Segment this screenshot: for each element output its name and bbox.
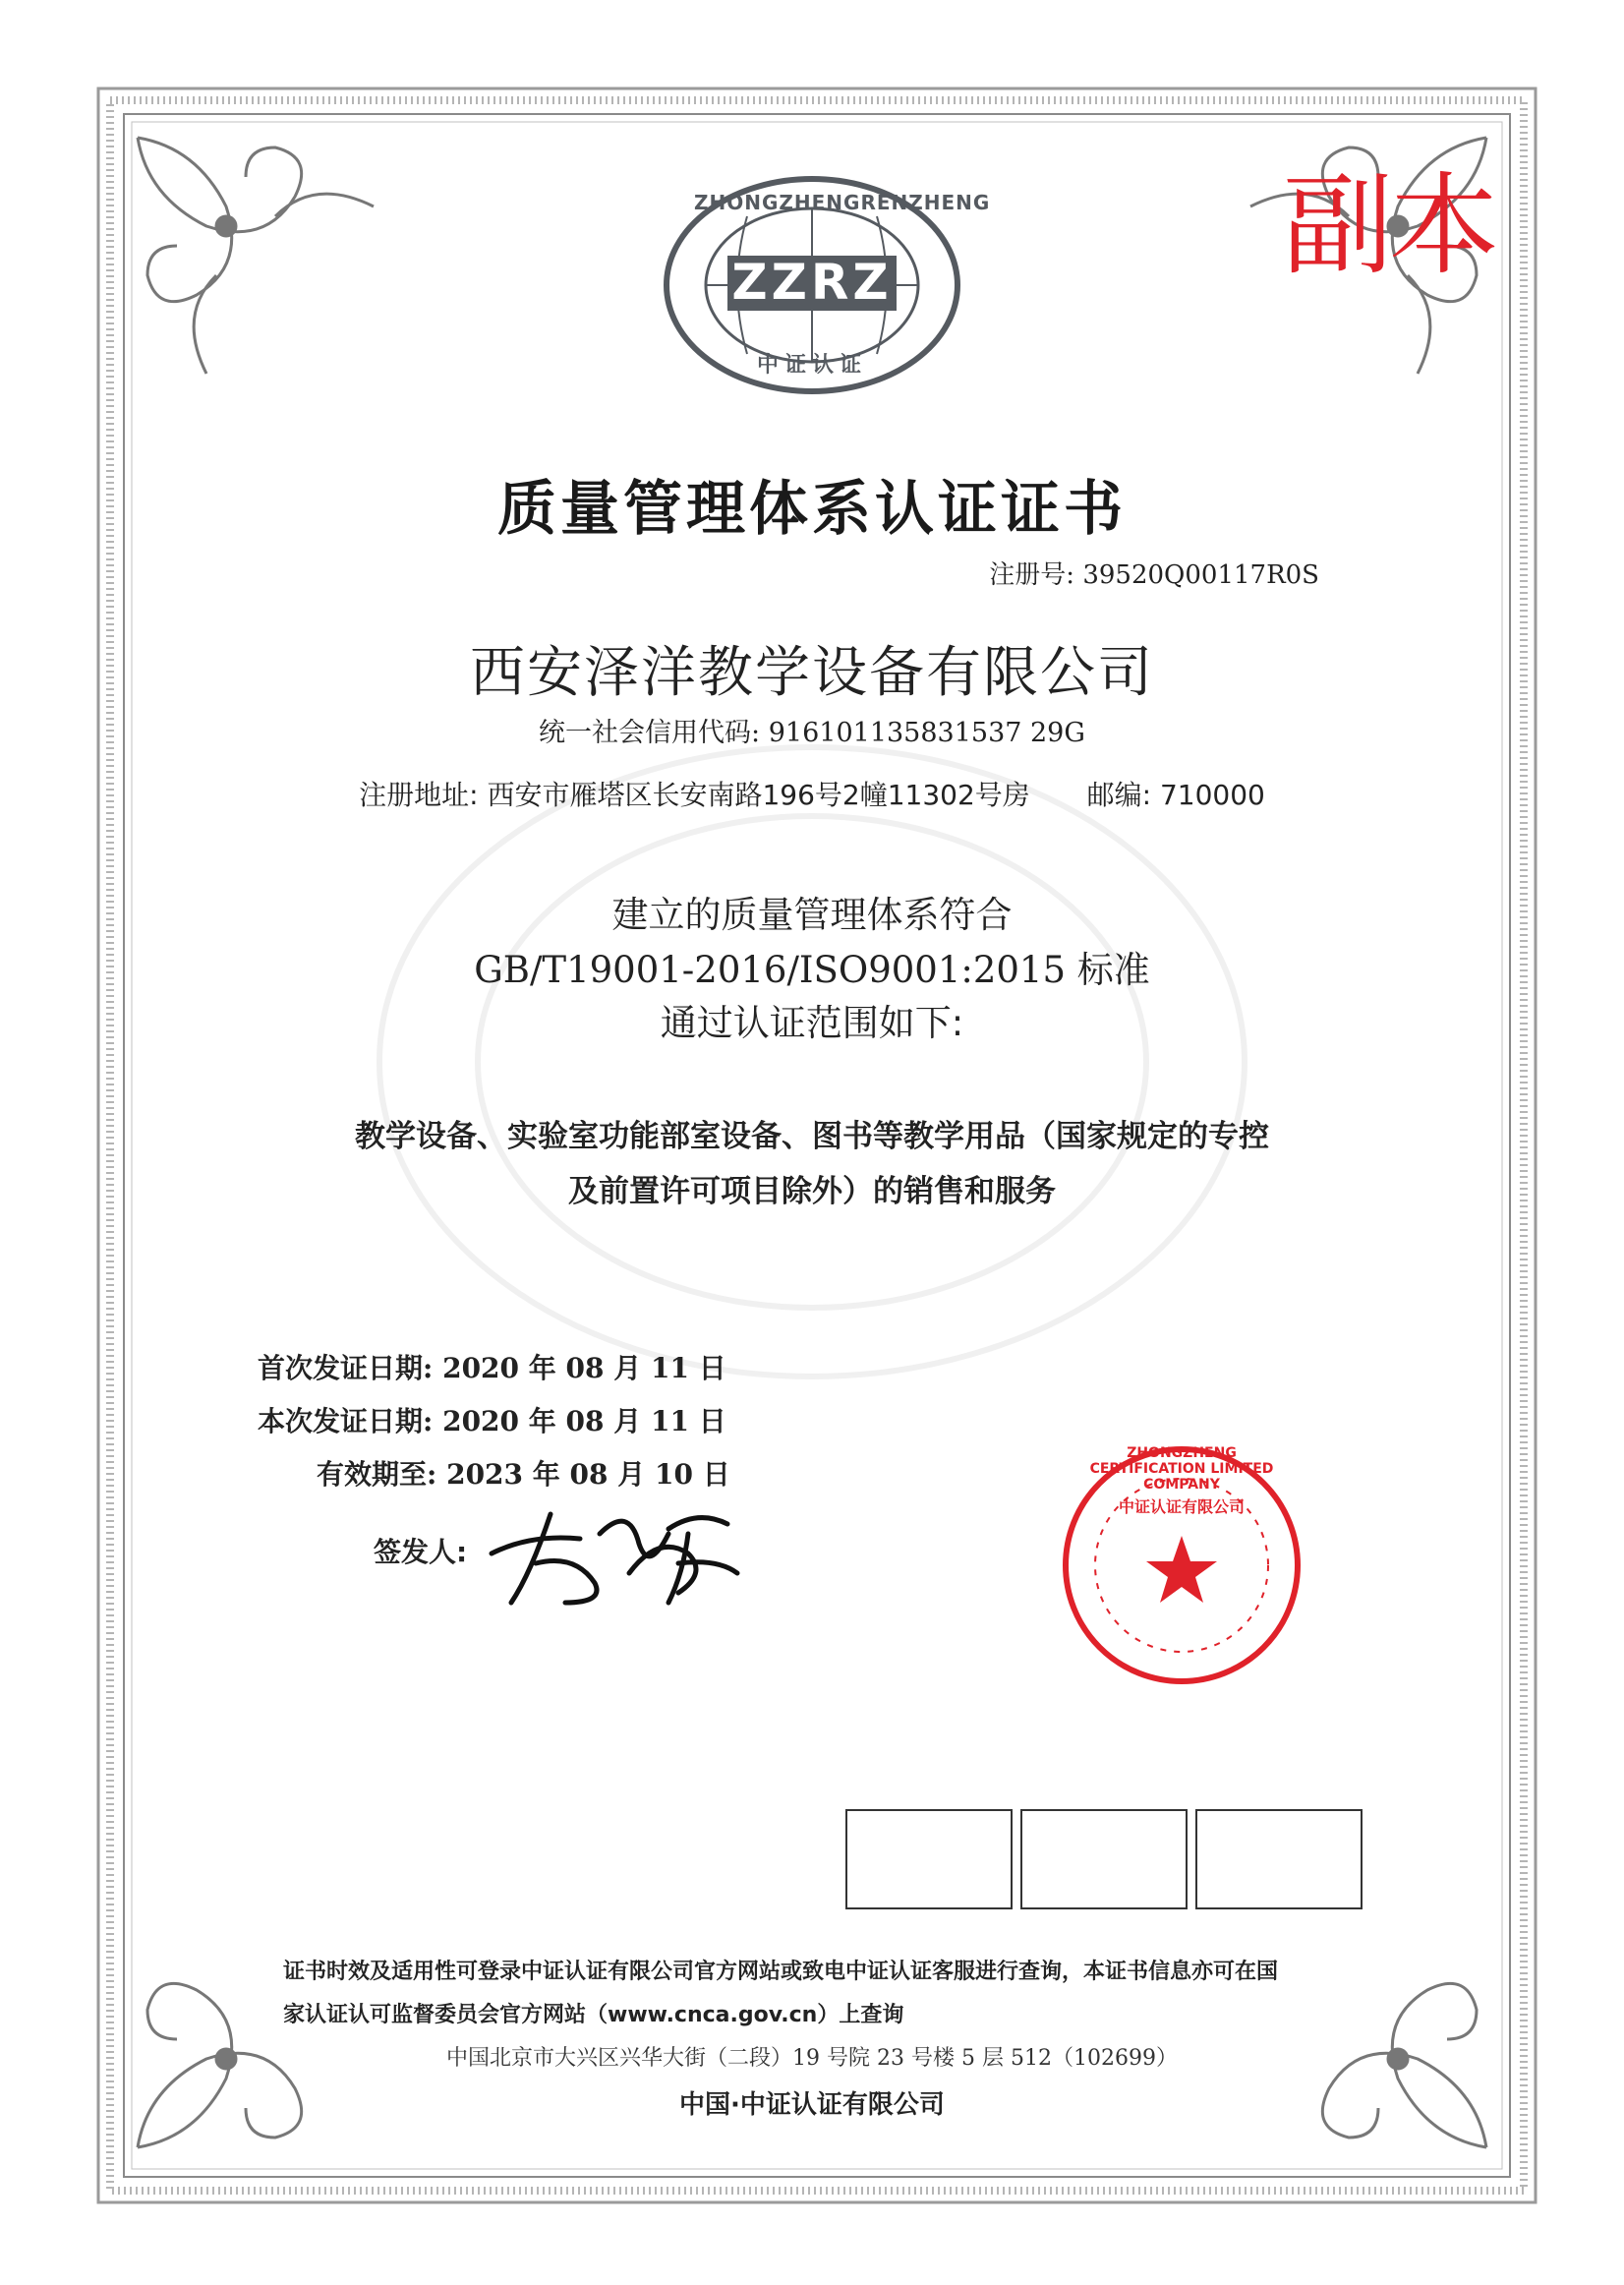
- credit-code-label: 统一社会信用代码:: [539, 718, 761, 748]
- logo-bottom-text: 中证认证: [756, 353, 867, 378]
- annual-audit-box-2: [1020, 1809, 1188, 1909]
- current-issue-date: [258, 1400, 726, 1439]
- seal-inner-text: 中证认证有限公司: [1118, 1497, 1245, 1516]
- footer-line-2: 家认证认可监督委员会官方网站（www.cnca.gov.cn）上查询: [283, 2003, 904, 2027]
- credit-code-value: 916101135831537 29G: [768, 718, 1085, 748]
- valid-until-date: [317, 1453, 730, 1493]
- standard-line-1: 建立的质量管理体系符合: [611, 894, 1013, 936]
- seal-outer-text: ZHONGZHENG CERTIFICATION LIMITED COMPANY: [1089, 1445, 1274, 1493]
- postal-label: 邮编:: [1086, 779, 1152, 811]
- footer-line-1: 证书时效及适用性可登录中证认证有限公司官方网站或致电中证认证客服进行查询，本证书信息亦可在国: [283, 1960, 1279, 1984]
- scope-line-1: 教学设备、实验室功能部室设备、图书等教学用品（国家规定的专控: [355, 1119, 1269, 1154]
- corner-ornament-top-left: [138, 138, 374, 374]
- postal-value: 710000: [1159, 779, 1265, 811]
- credit-code: [0, 711, 1624, 749]
- address-label: 注册地址:: [359, 779, 479, 811]
- certificate-title: 质量管理体系认证证书: [497, 475, 1127, 544]
- address-value: 西安市雁塔区长安南路196号2幢11302号房: [487, 779, 1030, 811]
- first-issue-date: [258, 1347, 726, 1386]
- annual-audit-box-3: [1195, 1809, 1363, 1909]
- copy-mark-stamp: 副本: [1283, 162, 1495, 290]
- footer-issuer: 中国·中证认证有限公司: [679, 2090, 945, 2120]
- logo-letters: ZZRZ: [731, 254, 893, 311]
- logo-ring-text: ZHONGZHENGRENZHENG: [694, 191, 991, 214]
- watermark: [379, 747, 1245, 1377]
- registration-label: 注册号:: [989, 560, 1075, 590]
- registered-address: [0, 774, 1624, 813]
- annual-audit-box-1: [845, 1809, 1013, 1909]
- registration-value: 39520Q00117R0S: [1082, 560, 1319, 590]
- valid-until-value: 2023 年 08 月 10 日: [446, 1458, 730, 1491]
- registration-number: [989, 555, 1319, 591]
- scope-line-2: 及前置许可项目除外）的销售和服务: [568, 1174, 1056, 1209]
- signer-label: 签发人:: [374, 1536, 468, 1568]
- first-issue-value: 2020 年 08 月 11 日: [442, 1352, 726, 1384]
- current-issue-value: 2020 年 08 月 11 日: [442, 1405, 726, 1437]
- company-name: 西安泽洋教学设备有限公司: [470, 641, 1154, 705]
- valid-until-label: 有效期至:: [317, 1458, 437, 1491]
- footer-address: 中国北京市大兴区兴华大街（二段）19 号院 23 号楼 5 层 512（102699）: [446, 2046, 1178, 2071]
- signature: [492, 1514, 737, 1603]
- standard-line-3: 通过认证范围如下:: [660, 1002, 964, 1044]
- current-issue-label: 本次发证日期:: [258, 1405, 434, 1437]
- standard-line-2: GB/T19001-2016/ISO9001:2015 标准: [474, 949, 1150, 991]
- first-issue-label: 首次发证日期:: [258, 1352, 434, 1384]
